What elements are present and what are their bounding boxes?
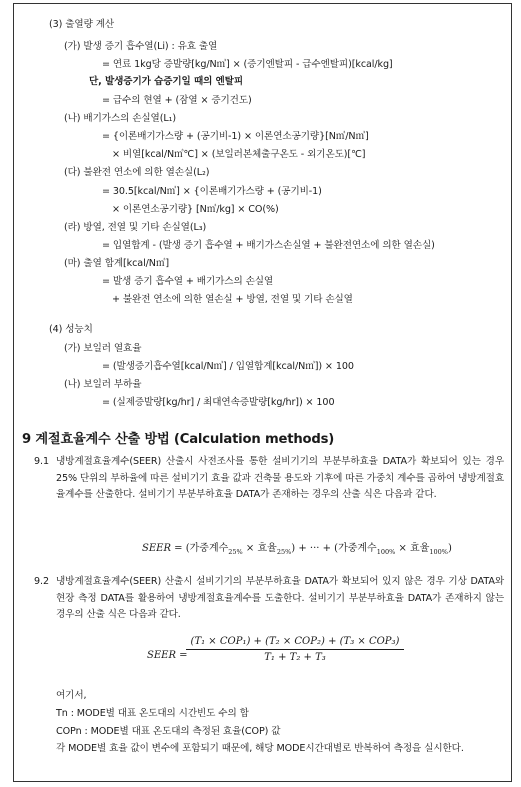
section-9-title: 9 계절효율계수 산출 방법 (Calculation methods) — [22, 432, 335, 447]
formula-1-mul-1: × 효율 — [245, 543, 277, 554]
item-ma-heading: (마) 출열 합계[kcal/N㎥] — [64, 258, 169, 269]
item-ga-heading: (가) 발생 증기 흡수열(Li) : 유효 출열 — [64, 41, 218, 52]
paragraph-9-2-text: 냉방계절효율계수(SEER) 산출시 설비기기의 부분부하효율 DATA가 확보되어 있지 않은 경우 기상 DATA와 현장 측정 DATA를 활용하여 냉방계절효율계수를 도출한다. 설비기기 부분부하효율 DATA가 존재하지 않는 경우의 산출 식은 다음과 같다. — [56, 576, 504, 620]
closing-note: 각 MODE별 효율 값이 변수에 포함되기 때문에, 해당 MODE시간대별로 반복하여 측정을 실시한다. — [56, 743, 464, 754]
definition-tn: Tn : MODE별 대표 온도대의 시간빈도 수의 합 — [56, 708, 249, 719]
paragraph-9-1-text: 냉방계절효율계수(SEER) 산출시 사전조사를 통한 설비기기의 부분부하효율 DATA가 확보되어 있는 경우 25% 단위의 부하율에 따른 설비기기 효율 값과 건축물 용도와 기후에 따른 가중치 계수를 곱하여 냉방계절효율계수를 산출한다. 설비기기 부분부하효율 DATA가 존재하는 경우의 산출 식은 다음과 같다. — [56, 456, 504, 500]
item-ma-equation-2: + 불완전 연소에 의한 열손실 + 방열, 전열 및 기타 손실열 — [112, 294, 353, 305]
formula-1-end: ) — [447, 543, 452, 554]
document-page — [13, 3, 512, 782]
item-na-equation-2: × 비열[kcal/N㎥℃] × (보일러본체출구온도 - 외기온도)[℃] — [112, 149, 366, 160]
formula-1-mul-2: × 효율 — [398, 543, 430, 554]
item-da-equation-2: × 이론연소공기량} [N㎥/kg] × CO(%) — [112, 204, 279, 215]
formula-1-sub-4: 100% — [429, 548, 448, 556]
formula-2-lhs: SEER = — [147, 650, 188, 661]
item-ra-equation: = 입열합계 - (발생 증기 흡수열 + 배기가스손실열 + 불완전연소에 의한 열손실) — [102, 240, 435, 251]
item-efficiency-heading: (가) 보일러 열효율 — [64, 343, 142, 354]
formula-1-sub-1: 25% — [228, 548, 243, 556]
item-da-equation-1: = 30.5[kcal/N㎥] × {이론배기가스량 + (공기비-1) — [102, 186, 322, 197]
item-ma-equation-1: = 발생 증기 흡수열 + 배기가스의 손실열 — [102, 276, 274, 287]
paragraph-9-2-number: 9.2 — [34, 576, 49, 587]
formula-1-sub-2: 25% — [276, 548, 292, 556]
formula-seer-fraction — [186, 636, 404, 663]
formula-2-numerator: (T₁ × COP₁) + (T₂ × COP₂) + (T₃ × COP₃) — [190, 636, 400, 647]
item-ga-note: 단, 발생증기가 습증기일 때의 엔탈피 — [89, 76, 244, 87]
item-ra-heading: (라) 방열, 전열 및 기타 손실열(L₃) — [64, 222, 207, 233]
item-load-equation: = (실제증발량[kg/hr] / 최대연속증발량[kg/hr]) × 100 — [102, 397, 335, 408]
paragraph-9-1 — [34, 454, 504, 504]
paragraph-9-2 — [34, 574, 504, 624]
formula-1-sub-3: 100% — [376, 548, 396, 556]
formula-1-eq: = (가중계수 — [174, 543, 229, 554]
paragraph-9-1-number: 9.1 — [34, 456, 49, 467]
item-na-heading: (나) 배기가스의 손실열(L₁) — [64, 113, 176, 124]
item-ga-note-equation: = 급수의 현열 + (잠열 × 증기건도) — [102, 95, 252, 106]
formula-1-lhs: SEER — [142, 543, 171, 554]
item-ga-equation: = 연료 1kg당 증발량[kg/N㎥] × (증기엔탈피 - 급수엔탈피)[kcal/kg] — [102, 59, 393, 70]
section-3-heading: (3) 출열량 계산 — [49, 19, 115, 30]
item-load-heading: (나) 보일러 부하율 — [64, 379, 142, 390]
formula-2-denominator: T₁ + T₂ + T₃ — [264, 652, 326, 663]
item-na-equation-1: = {이론배기가스량 + (공기비-1) × 이론연소공기량}[N㎥/N㎥] — [102, 131, 369, 142]
definition-copn: COPn : MODE별 대표 온도대의 측정된 효율(COP) 값 — [56, 726, 281, 737]
item-da-heading: (다) 불완전 연소에 의한 열손실(L₂) — [64, 167, 210, 178]
formula-seer-weighted — [142, 539, 452, 556]
item-efficiency-equation: = (발생증기흡수열[kcal/N㎥] / 입열합계[kcal/N㎥]) × 100 — [102, 361, 354, 372]
fraction-bar — [186, 649, 404, 650]
formula-1-mid: ) + ··· + (가중계수 — [291, 543, 377, 554]
section-4-heading: (4) 성능치 — [49, 324, 93, 335]
where-label: 여기서, — [56, 690, 87, 701]
